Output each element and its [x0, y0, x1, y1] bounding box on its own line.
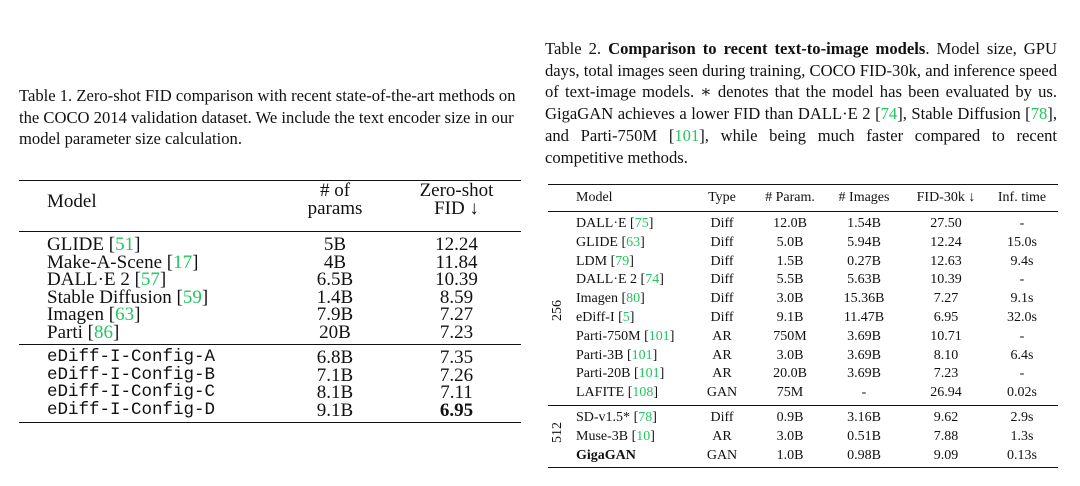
model-name: Parti-750M [101]	[576, 328, 675, 344]
model-label: eDiff-I-Config-B	[47, 364, 216, 385]
type-value: Diff	[710, 291, 734, 307]
inf-time-value: 0.13s	[1007, 447, 1037, 463]
model-label: DALL·E	[576, 216, 627, 231]
table-row	[548, 328, 1058, 347]
fid-value: 12.24	[435, 234, 478, 255]
images-value: 0.98B	[847, 447, 881, 463]
type-value: AR	[712, 366, 732, 382]
model-label: SD-v1.5*	[576, 409, 631, 425]
model-label: LAFITE	[576, 385, 625, 401]
inf-time-value: -	[1019, 216, 1025, 231]
citation-ref: 10	[636, 428, 651, 444]
model-name: SD-v1.5* [78]	[576, 409, 657, 425]
table-row	[548, 428, 1058, 447]
type-value: AR	[712, 428, 732, 444]
model-label: LDM	[576, 253, 608, 269]
table-row	[548, 253, 1058, 272]
fid-value: 6.95	[933, 309, 959, 325]
params-value: 4B	[323, 251, 347, 273]
model-name: Imagen [63]	[47, 304, 141, 325]
citation-ref: 80	[626, 291, 641, 307]
model-label: Parti-3B	[576, 347, 624, 363]
params-value: 12.0B	[773, 216, 807, 231]
params-value: 6.5B	[316, 269, 354, 290]
model-label: GigaGAN	[576, 447, 636, 463]
model-name: GLIDE [51]	[47, 234, 141, 255]
params-value: 3.0B	[776, 428, 804, 444]
images-value: 11.47B	[843, 309, 885, 325]
type-value: Diff	[710, 272, 734, 288]
table2-group-512	[548, 406, 1058, 467]
fid-value: 7.27	[933, 291, 959, 307]
type-value: Diff	[710, 253, 734, 269]
images-value: 1.54B	[847, 216, 881, 231]
params-value: 9.1B	[776, 309, 804, 325]
resolution-label-256: 256	[550, 300, 565, 321]
inf-time-value: 0.02s	[1007, 385, 1037, 401]
model-label: Muse-3B	[576, 428, 629, 444]
model-label: DALL·E 2	[576, 272, 638, 288]
fid-value: 11.84	[435, 251, 478, 273]
citation-ref: 101	[638, 366, 660, 382]
params-value: 1.5B	[776, 253, 804, 269]
type-value: AR	[712, 347, 732, 363]
table-row	[548, 409, 1058, 428]
type-value: AR	[712, 328, 732, 344]
inf-time-value: 1.3s	[1010, 428, 1034, 444]
table2-header-model: Model	[576, 190, 613, 205]
table1-caption: Table 1. Zero-shot FID comparison with recent state-of-the-art methods on the COCO 2014 validation dataset. We include the text encoder size in our model parameter size calculation.	[19, 86, 516, 148]
model-label: eDiff-I-Config-D	[47, 399, 216, 420]
table1-group-baselines	[19, 232, 521, 344]
fid-value: 7.11	[440, 382, 473, 403]
citation-ref: 17	[173, 251, 193, 273]
images-value: 15.36B	[843, 291, 885, 307]
table2-header-fid: FID-30k ↓	[916, 190, 976, 205]
model-label: DALL·E 2	[47, 269, 130, 290]
citation-ref: 79	[615, 253, 630, 269]
type-value: GAN	[706, 447, 738, 463]
params-value: 8.1B	[316, 382, 354, 403]
params-value: 6.8B	[316, 347, 354, 368]
params-value: 1.4B	[316, 286, 354, 308]
citation-ref: 74	[645, 272, 660, 288]
model-name: DALL·E 2 [57]	[47, 269, 167, 290]
fid-value: 7.35	[439, 347, 474, 368]
table-row	[548, 347, 1058, 366]
model-name: LAFITE [108]	[576, 385, 659, 401]
model-name	[576, 447, 636, 466]
table1	[19, 180, 521, 423]
params-value: 7.1B	[316, 364, 354, 386]
inf-time-value: 15.0s	[1007, 234, 1037, 250]
fid-value: 26.94	[930, 385, 962, 401]
model-name: Parti-3B [101]	[576, 347, 658, 363]
model-name: Stable Diffusion [59]	[47, 286, 209, 308]
table2-header-inf-time: Inf. time	[997, 190, 1047, 205]
citation-ref: 57	[140, 269, 160, 290]
table-row	[548, 234, 1058, 253]
model-label: eDiff-I	[576, 309, 615, 325]
citation-ref: 101	[648, 328, 670, 344]
fid-value: 27.50	[930, 216, 962, 231]
fid-value: 6.95	[439, 399, 474, 421]
table1-header-fid: Zero-shot FID ↓	[419, 180, 494, 219]
images-value: 5.63B	[847, 272, 881, 288]
params-value: 3.0B	[776, 347, 804, 363]
citation-ref: 75	[634, 216, 649, 231]
table2	[548, 184, 1058, 468]
model-name: Imagen [80]	[576, 291, 645, 307]
images-value: 0.27B	[847, 253, 881, 269]
table2-bottom-rule	[548, 467, 1058, 468]
resolution-label-512: 512	[550, 421, 565, 443]
params-value: 5.0B	[776, 234, 804, 250]
table2-header-type: Type	[708, 190, 736, 205]
model-label: Make-A-Scene	[47, 251, 163, 273]
params-value: 3.0B	[776, 291, 804, 307]
params-value: 1.0B	[776, 447, 804, 463]
model-name: Muse-3B [10]	[576, 428, 655, 444]
model-label: GLIDE	[47, 234, 104, 255]
table1-header	[19, 181, 521, 231]
fid-value: 7.23	[439, 321, 474, 343]
type-value: Diff	[710, 234, 734, 250]
params-value: 75M	[776, 385, 804, 401]
params-value: 5B	[323, 234, 347, 255]
fid-value: 9.09	[933, 447, 959, 463]
citation-ref: 5	[622, 309, 630, 325]
table2-header-params: # Param.	[765, 190, 815, 205]
table-row	[548, 271, 1058, 290]
inf-time-value: 6.4s	[1010, 347, 1034, 363]
images-value: -	[861, 385, 867, 401]
table-row	[19, 399, 521, 421]
fid-value: 7.23	[933, 366, 959, 382]
fid-value: 12.63	[930, 253, 962, 269]
params-value: 9.1B	[316, 399, 354, 421]
table1-header-params: # of params	[307, 180, 363, 219]
inf-time-value: 9.4s	[1010, 253, 1034, 269]
model-name	[47, 399, 216, 420]
citation-ref: 63	[115, 304, 135, 325]
model-name: DALL·E [75]	[576, 216, 654, 231]
table-row	[548, 309, 1058, 328]
citation-ref: 78	[638, 409, 653, 425]
model-label: Parti-20B	[576, 366, 631, 382]
inf-time-value: -	[1019, 328, 1025, 344]
table-row	[548, 365, 1058, 384]
table-row	[548, 290, 1058, 309]
citation-ref: 108	[632, 385, 654, 401]
model-name: eDiff-I [5]	[576, 309, 635, 325]
model-name: Make-A-Scene [17]	[47, 251, 199, 273]
model-name: Parti-20B [101]	[576, 366, 665, 382]
type-value: Diff	[710, 409, 734, 425]
fid-value: 10.39	[435, 269, 478, 290]
model-label: GLIDE	[576, 234, 618, 250]
table2-header-images: # Images	[838, 190, 890, 205]
table1-group-ediff	[19, 345, 521, 422]
model-label: Imagen	[576, 291, 618, 307]
inf-time-value: -	[1019, 272, 1025, 288]
images-value: 3.69B	[847, 366, 881, 382]
fid-value: 8.10	[933, 347, 959, 363]
fid-value: 10.39	[930, 272, 962, 288]
model-label: Imagen	[47, 304, 104, 325]
type-value: Diff	[710, 309, 734, 325]
model-label: Parti	[47, 321, 83, 343]
citation-ref: 101	[631, 347, 653, 363]
type-value: GAN	[706, 385, 738, 401]
table1-bottom-rule	[19, 422, 521, 423]
table1-header-model: Model	[47, 191, 97, 212]
params-value: 0.9B	[776, 409, 804, 425]
model-name: LDM [79]	[576, 253, 634, 269]
type-value: Diff	[710, 216, 734, 231]
inf-time-value: 2.9s	[1010, 409, 1034, 425]
images-value: 5.94B	[847, 234, 881, 250]
citation-ref: 86	[93, 321, 113, 343]
params-value: 750M	[773, 328, 807, 344]
model-name: DALL·E 2 [74]	[576, 272, 664, 288]
fid-value: 8.59	[439, 286, 474, 308]
citation-ref: 59	[182, 286, 202, 308]
images-value: 0.51B	[847, 428, 881, 444]
inf-time-value: 9.1s	[1010, 291, 1034, 307]
fid-value: 7.88	[933, 428, 959, 444]
model-label: Parti-750M	[576, 328, 641, 344]
table-row	[19, 321, 521, 343]
params-value: 20B	[319, 321, 351, 343]
table-row	[548, 215, 1058, 234]
citation-ref: 51	[115, 234, 135, 255]
inf-time-value: -	[1019, 366, 1025, 382]
params-value: 7.9B	[316, 304, 354, 325]
table2-group-256	[548, 212, 1058, 405]
images-value: 3.16B	[847, 409, 881, 425]
params-value: 20.0B	[773, 366, 807, 382]
model-label: Stable Diffusion	[47, 286, 172, 308]
params-value: 5.5B	[776, 272, 804, 288]
model-label: eDiff-I-Config-C	[47, 382, 216, 402]
fid-value: 10.71	[930, 328, 962, 344]
images-value: 3.69B	[847, 328, 881, 344]
model-label: eDiff-I-Config-A	[47, 347, 216, 367]
fid-value: 7.26	[439, 364, 474, 386]
table-row	[548, 447, 1058, 466]
table-row	[548, 384, 1058, 403]
fid-value: 12.24	[930, 234, 962, 250]
fid-value: 7.27	[439, 304, 474, 325]
table2-caption: Table 2. Comparison to recent text-to-image models. Model size, GPU days, total images seen during training, COCO FID-30k, and inference speed of text-image models. ∗ denotes that the model has been evaluated by us. GigaGAN achieves a lower FID than DALL·E 2 [74], Stable Diffusion [78], and Parti-750M [101], while being much faster compared to recent competitive methods.	[545, 39, 1057, 167]
citation-ref: 63	[626, 234, 641, 250]
model-name: Parti [86]	[47, 321, 120, 343]
model-name: GLIDE [63]	[576, 234, 645, 250]
inf-time-value: 32.0s	[1007, 309, 1037, 325]
fid-value: 9.62	[933, 409, 959, 425]
images-value: 3.69B	[847, 347, 881, 363]
table2-header	[548, 185, 1058, 211]
